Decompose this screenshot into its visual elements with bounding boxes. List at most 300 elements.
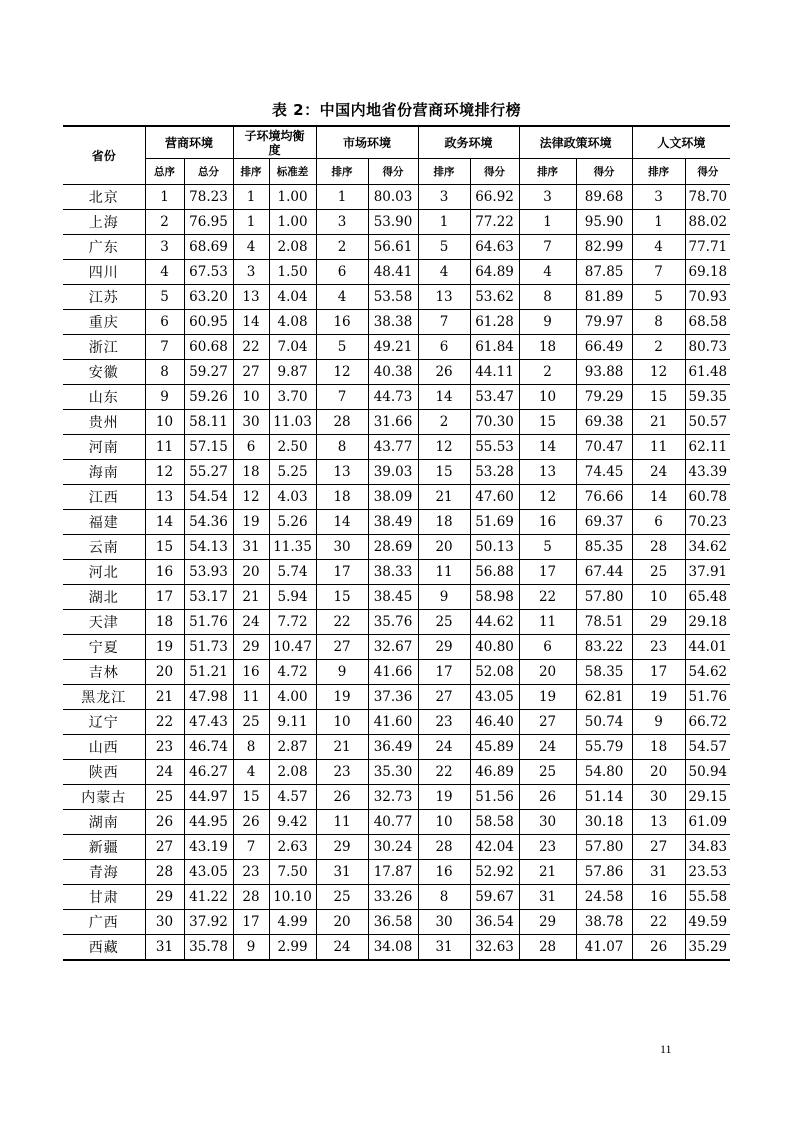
value-cell: 13 — [418, 285, 470, 310]
sub-header: 排序 — [316, 159, 368, 185]
value-cell: 13 — [632, 810, 685, 835]
value-cell: 22 — [145, 710, 184, 735]
value-cell: 24 — [519, 735, 576, 760]
value-cell: 74.45 — [576, 460, 632, 485]
table-row — [63, 385, 730, 410]
value-cell: 5.94 — [269, 585, 316, 610]
value-cell: 28 — [233, 885, 269, 910]
table-row — [63, 360, 730, 385]
value-cell: 1.00 — [269, 185, 316, 210]
value-cell: 11 — [316, 810, 368, 835]
value-cell: 9 — [145, 385, 184, 410]
value-cell: 19 — [519, 685, 576, 710]
value-cell: 24 — [145, 760, 184, 785]
value-cell: 30.18 — [576, 810, 632, 835]
value-cell: 2 — [145, 210, 184, 235]
value-cell: 58.35 — [576, 660, 632, 685]
value-cell: 59.67 — [470, 885, 519, 910]
value-cell: 11.35 — [269, 535, 316, 560]
value-cell: 27 — [316, 635, 368, 660]
value-cell: 50.13 — [470, 535, 519, 560]
province-cell: 山西 — [63, 735, 145, 760]
value-cell: 78.23 — [184, 185, 233, 210]
value-cell: 70.30 — [470, 410, 519, 435]
value-cell: 2.63 — [269, 835, 316, 860]
table-row — [63, 885, 730, 910]
value-cell: 11 — [233, 685, 269, 710]
value-cell: 30 — [145, 910, 184, 935]
table-row — [63, 735, 730, 760]
value-cell: 4.57 — [269, 785, 316, 810]
value-cell: 4.72 — [269, 660, 316, 685]
value-cell: 80.03 — [368, 185, 418, 210]
value-cell: 14 — [632, 485, 685, 510]
value-cell: 16 — [519, 510, 576, 535]
value-cell: 78.70 — [685, 185, 730, 210]
value-cell: 51.56 — [470, 785, 519, 810]
value-cell: 10 — [316, 710, 368, 735]
value-cell: 21 — [316, 735, 368, 760]
value-cell: 51.69 — [470, 510, 519, 535]
value-cell: 54.36 — [184, 510, 233, 535]
province-cell: 浙江 — [63, 335, 145, 360]
value-cell: 59.35 — [685, 385, 730, 410]
value-cell: 22 — [418, 760, 470, 785]
value-cell: 8 — [418, 885, 470, 910]
value-cell: 28.69 — [368, 535, 418, 560]
value-cell: 58.98 — [470, 585, 519, 610]
value-cell: 29 — [418, 635, 470, 660]
value-cell: 21 — [233, 585, 269, 610]
value-cell: 21 — [145, 685, 184, 710]
value-cell: 24.58 — [576, 885, 632, 910]
value-cell: 38.33 — [368, 560, 418, 585]
value-cell: 2.87 — [269, 735, 316, 760]
value-cell: 47.60 — [470, 485, 519, 510]
value-cell: 10 — [519, 385, 576, 410]
value-cell: 30 — [233, 410, 269, 435]
value-cell: 8 — [233, 735, 269, 760]
value-cell: 23 — [519, 835, 576, 860]
value-cell: 26 — [632, 935, 685, 961]
value-cell: 43.77 — [368, 435, 418, 460]
value-cell: 60.78 — [685, 485, 730, 510]
value-cell: 7.50 — [269, 860, 316, 885]
value-cell: 8 — [519, 285, 576, 310]
value-cell: 11 — [519, 610, 576, 635]
ranking-table — [63, 125, 730, 961]
value-cell: 58.58 — [470, 810, 519, 835]
value-cell: 6 — [233, 435, 269, 460]
value-cell: 18 — [519, 335, 576, 360]
value-cell: 70.93 — [685, 285, 730, 310]
value-cell: 7 — [233, 835, 269, 860]
value-cell: 12 — [145, 460, 184, 485]
value-cell: 30 — [519, 810, 576, 835]
value-cell: 3 — [316, 210, 368, 235]
group-header-cultural-env: 人文环境 — [632, 126, 730, 159]
value-cell: 70.47 — [576, 435, 632, 460]
value-cell: 64.89 — [470, 260, 519, 285]
value-cell: 26 — [418, 360, 470, 385]
value-cell: 32.67 — [368, 635, 418, 660]
value-cell: 93.88 — [576, 360, 632, 385]
value-cell: 18 — [233, 460, 269, 485]
value-cell: 5 — [418, 235, 470, 260]
value-cell: 19 — [145, 635, 184, 660]
value-cell: 30 — [632, 785, 685, 810]
value-cell: 76.95 — [184, 210, 233, 235]
table-row — [63, 910, 730, 935]
value-cell: 4.04 — [269, 285, 316, 310]
value-cell: 44.11 — [470, 360, 519, 385]
value-cell: 25 — [632, 560, 685, 585]
value-cell: 24 — [233, 610, 269, 635]
value-cell: 77.22 — [470, 210, 519, 235]
value-cell: 1 — [233, 210, 269, 235]
value-cell: 54.54 — [184, 485, 233, 510]
value-cell: 14 — [418, 385, 470, 410]
table-row — [63, 935, 730, 961]
value-cell: 9 — [418, 585, 470, 610]
value-cell: 23.53 — [685, 860, 730, 885]
value-cell: 47.43 — [184, 710, 233, 735]
value-cell: 51.76 — [685, 685, 730, 710]
value-cell: 34.83 — [685, 835, 730, 860]
province-cell: 天津 — [63, 610, 145, 635]
value-cell: 11 — [418, 560, 470, 585]
value-cell: 20 — [519, 660, 576, 685]
value-cell: 19 — [316, 685, 368, 710]
table-row — [63, 310, 730, 335]
value-cell: 9 — [316, 660, 368, 685]
value-cell: 1 — [632, 210, 685, 235]
value-cell: 33.26 — [368, 885, 418, 910]
value-cell: 9.42 — [269, 810, 316, 835]
value-cell: 53.90 — [368, 210, 418, 235]
value-cell: 1.50 — [269, 260, 316, 285]
value-cell: 9 — [233, 935, 269, 961]
table-row — [63, 335, 730, 360]
value-cell: 41.66 — [368, 660, 418, 685]
value-cell: 68.58 — [685, 310, 730, 335]
value-cell: 4.03 — [269, 485, 316, 510]
value-cell: 27 — [418, 685, 470, 710]
table-row — [63, 860, 730, 885]
value-cell: 26 — [519, 785, 576, 810]
value-cell: 6 — [145, 310, 184, 335]
value-cell: 23 — [418, 710, 470, 735]
value-cell: 10 — [632, 585, 685, 610]
sub-header: 得分 — [576, 159, 632, 185]
table-row — [63, 610, 730, 635]
value-cell: 7 — [316, 385, 368, 410]
page-number: 11 — [660, 1042, 672, 1056]
value-cell: 87.85 — [576, 260, 632, 285]
sub-header: 排序 — [632, 159, 685, 185]
value-cell: 17 — [519, 560, 576, 585]
value-cell: 2 — [519, 360, 576, 385]
value-cell: 7 — [519, 235, 576, 260]
value-cell: 16 — [418, 860, 470, 885]
value-cell: 31 — [233, 535, 269, 560]
value-cell: 15 — [632, 385, 685, 410]
value-cell: 17.87 — [368, 860, 418, 885]
table-row — [63, 435, 730, 460]
value-cell: 13 — [145, 485, 184, 510]
value-cell: 55.27 — [184, 460, 233, 485]
province-cell: 云南 — [63, 535, 145, 560]
value-cell: 29 — [233, 635, 269, 660]
province-cell: 青海 — [63, 860, 145, 885]
sub-header: 排序 — [418, 159, 470, 185]
value-cell: 51.21 — [184, 660, 233, 685]
value-cell: 32.73 — [368, 785, 418, 810]
value-cell: 31 — [418, 935, 470, 961]
value-cell: 25 — [519, 760, 576, 785]
value-cell: 4 — [233, 235, 269, 260]
province-cell: 北京 — [63, 185, 145, 210]
value-cell: 76.66 — [576, 485, 632, 510]
value-cell: 20 — [233, 560, 269, 585]
value-cell: 61.28 — [470, 310, 519, 335]
value-cell: 3.70 — [269, 385, 316, 410]
value-cell: 62.81 — [576, 685, 632, 710]
value-cell: 88.02 — [685, 210, 730, 235]
province-cell: 新疆 — [63, 835, 145, 860]
value-cell: 79.97 — [576, 310, 632, 335]
table-row — [63, 685, 730, 710]
value-cell: 20 — [316, 910, 368, 935]
value-cell: 6 — [316, 260, 368, 285]
value-cell: 54.57 — [685, 735, 730, 760]
value-cell: 51.14 — [576, 785, 632, 810]
value-cell: 15 — [316, 585, 368, 610]
value-cell: 89.68 — [576, 185, 632, 210]
table-row — [63, 810, 730, 835]
value-cell: 61.48 — [685, 360, 730, 385]
value-cell: 30.24 — [368, 835, 418, 860]
value-cell: 53.47 — [470, 385, 519, 410]
province-cell: 江西 — [63, 485, 145, 510]
province-cell: 海南 — [63, 460, 145, 485]
table-row — [63, 260, 730, 285]
value-cell: 22 — [632, 910, 685, 935]
province-cell: 甘肃 — [63, 885, 145, 910]
value-cell: 51.73 — [184, 635, 233, 660]
value-cell: 14 — [233, 310, 269, 335]
value-cell: 44.95 — [184, 810, 233, 835]
value-cell: 10 — [145, 410, 184, 435]
value-cell: 25 — [418, 610, 470, 635]
value-cell: 29.15 — [685, 785, 730, 810]
table-row — [63, 635, 730, 660]
value-cell: 31 — [519, 885, 576, 910]
value-cell: 15 — [145, 535, 184, 560]
value-cell: 29 — [519, 910, 576, 935]
value-cell: 43.05 — [184, 860, 233, 885]
value-cell: 79.29 — [576, 385, 632, 410]
value-cell: 57.15 — [184, 435, 233, 460]
value-cell: 54.62 — [685, 660, 730, 685]
value-cell: 31.66 — [368, 410, 418, 435]
value-cell: 2 — [632, 335, 685, 360]
value-cell: 4 — [632, 235, 685, 260]
value-cell: 16 — [145, 560, 184, 585]
value-cell: 34.08 — [368, 935, 418, 961]
value-cell: 17 — [418, 660, 470, 685]
value-cell: 5 — [519, 535, 576, 560]
value-cell: 18 — [632, 735, 685, 760]
value-cell: 83.22 — [576, 635, 632, 660]
group-header-legal-policy-env: 法律政策环境 — [519, 126, 632, 159]
value-cell: 40.77 — [368, 810, 418, 835]
sub-header-row — [63, 159, 730, 185]
table-row — [63, 585, 730, 610]
value-cell: 4 — [316, 285, 368, 310]
value-cell: 4.99 — [269, 910, 316, 935]
value-cell: 2.08 — [269, 760, 316, 785]
group-header-market-env: 市场环境 — [316, 126, 418, 159]
sub-header: 得分 — [685, 159, 730, 185]
value-cell: 59.26 — [184, 385, 233, 410]
value-cell: 28 — [418, 835, 470, 860]
value-cell: 44.01 — [685, 635, 730, 660]
table-row — [63, 285, 730, 310]
value-cell: 28 — [632, 535, 685, 560]
province-cell: 辽宁 — [63, 710, 145, 735]
province-cell: 广东 — [63, 235, 145, 260]
value-cell: 29 — [632, 610, 685, 635]
value-cell: 80.73 — [685, 335, 730, 360]
value-cell: 43.19 — [184, 835, 233, 860]
sub-header: 得分 — [368, 159, 418, 185]
value-cell: 15 — [418, 460, 470, 485]
value-cell: 26 — [233, 810, 269, 835]
value-cell: 20 — [632, 760, 685, 785]
value-cell: 1 — [233, 185, 269, 210]
province-cell: 河北 — [63, 560, 145, 585]
province-header: 省份 — [63, 126, 145, 185]
province-cell: 黑龙江 — [63, 685, 145, 710]
value-cell: 69.37 — [576, 510, 632, 535]
value-cell: 40.80 — [470, 635, 519, 660]
province-cell: 江苏 — [63, 285, 145, 310]
value-cell: 22 — [519, 585, 576, 610]
table-row — [63, 210, 730, 235]
table-row — [63, 485, 730, 510]
value-cell: 18 — [418, 510, 470, 535]
value-cell: 44.62 — [470, 610, 519, 635]
value-cell: 37.36 — [368, 685, 418, 710]
value-cell: 4.00 — [269, 685, 316, 710]
province-cell: 重庆 — [63, 310, 145, 335]
value-cell: 20 — [418, 535, 470, 560]
value-cell: 19 — [632, 685, 685, 710]
value-cell: 29.18 — [685, 610, 730, 635]
sub-header: 标准差 — [269, 159, 316, 185]
value-cell: 17 — [632, 660, 685, 685]
value-cell: 38.09 — [368, 485, 418, 510]
province-cell: 西藏 — [63, 935, 145, 961]
value-cell: 53.93 — [184, 560, 233, 585]
value-cell: 36.58 — [368, 910, 418, 935]
value-cell: 2.99 — [269, 935, 316, 961]
value-cell: 9 — [632, 710, 685, 735]
value-cell: 8 — [145, 360, 184, 385]
value-cell: 4 — [519, 260, 576, 285]
value-cell: 19 — [418, 785, 470, 810]
value-cell: 60.68 — [184, 335, 233, 360]
value-cell: 54.13 — [184, 535, 233, 560]
value-cell: 26 — [316, 785, 368, 810]
value-cell: 40.38 — [368, 360, 418, 385]
value-cell: 9.87 — [269, 360, 316, 385]
province-cell: 山东 — [63, 385, 145, 410]
value-cell: 5 — [632, 285, 685, 310]
value-cell: 12 — [519, 485, 576, 510]
value-cell: 36.54 — [470, 910, 519, 935]
group-header-balance: 子环境均衡度 — [233, 126, 316, 159]
value-cell: 9.11 — [269, 710, 316, 735]
province-cell: 内蒙古 — [63, 785, 145, 810]
value-cell: 30 — [418, 910, 470, 935]
value-cell: 16 — [632, 885, 685, 910]
value-cell: 25 — [233, 710, 269, 735]
value-cell: 3 — [145, 235, 184, 260]
value-cell: 6 — [418, 335, 470, 360]
value-cell: 53.62 — [470, 285, 519, 310]
value-cell: 77.71 — [685, 235, 730, 260]
value-cell: 28 — [519, 935, 576, 961]
value-cell: 35.78 — [184, 935, 233, 961]
value-cell: 66.92 — [470, 185, 519, 210]
value-cell: 82.99 — [576, 235, 632, 260]
value-cell: 3 — [632, 185, 685, 210]
value-cell: 38.45 — [368, 585, 418, 610]
value-cell: 18 — [316, 485, 368, 510]
value-cell: 78.51 — [576, 610, 632, 635]
value-cell: 23 — [233, 860, 269, 885]
value-cell: 62.11 — [685, 435, 730, 460]
value-cell: 2 — [418, 410, 470, 435]
value-cell: 7 — [145, 335, 184, 360]
value-cell: 56.61 — [368, 235, 418, 260]
value-cell: 4 — [418, 260, 470, 285]
value-cell: 31 — [316, 860, 368, 885]
value-cell: 7 — [418, 310, 470, 335]
table-body — [63, 185, 730, 961]
value-cell: 55.53 — [470, 435, 519, 460]
value-cell: 3 — [418, 185, 470, 210]
value-cell: 37.92 — [184, 910, 233, 935]
value-cell: 42.04 — [470, 835, 519, 860]
value-cell: 57.80 — [576, 585, 632, 610]
value-cell: 66.49 — [576, 335, 632, 360]
value-cell: 6 — [632, 510, 685, 535]
value-cell: 4 — [145, 260, 184, 285]
table-row — [63, 185, 730, 210]
table-row — [63, 785, 730, 810]
value-cell: 38.49 — [368, 510, 418, 535]
value-cell: 45.89 — [470, 735, 519, 760]
value-cell: 15 — [233, 785, 269, 810]
value-cell: 1.00 — [269, 210, 316, 235]
group-header-row — [63, 126, 730, 159]
value-cell: 37.91 — [685, 560, 730, 585]
value-cell: 50.94 — [685, 760, 730, 785]
value-cell: 2.08 — [269, 235, 316, 260]
